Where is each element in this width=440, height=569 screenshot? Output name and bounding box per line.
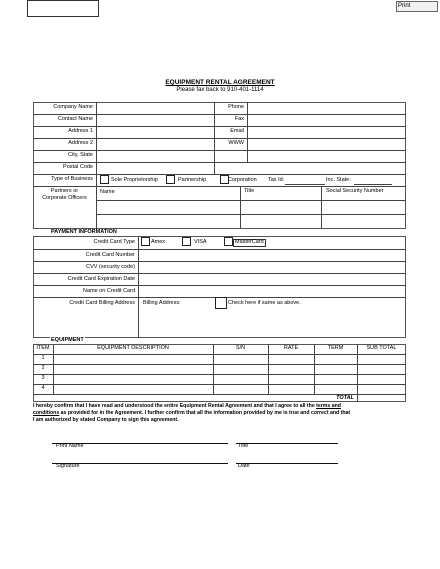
amex-label: Amex [151, 239, 166, 245]
email-field[interactable] [248, 127, 405, 137]
equipment-header-sn: S/N [235, 345, 246, 351]
visa-label: VISA [194, 239, 207, 245]
label-phone: Phone [228, 104, 244, 110]
officer-name-field[interactable] [98, 201, 239, 213]
confirm-line-3: I am authorized by stated Company to sign this agreement. [33, 417, 179, 423]
label-postal-code: Postal Code [63, 164, 93, 170]
equipment-item-4: 4 [41, 385, 45, 391]
officer-name-header: Name [100, 189, 115, 195]
officer-ssn-field[interactable] [322, 201, 405, 213]
label-address-1: Address 1 [68, 128, 93, 134]
city-state-field[interactable] [97, 151, 213, 161]
equipment-item-3: 3 [41, 375, 45, 381]
officer-ssn-header: Social Security Number [326, 188, 384, 194]
inc-state-field[interactable] [354, 184, 392, 185]
equipment-header-term: TERM [327, 345, 344, 351]
confirm-line-1 [33, 403, 341, 410]
label-contact-name: Contact Name [57, 116, 93, 122]
payment-section-title: PAYMENT INFORMATION [51, 229, 117, 235]
equipment-header-item: ITEM [36, 345, 50, 351]
partnership-checkbox[interactable] [166, 175, 175, 184]
officer-title-header: Title [244, 188, 255, 194]
same-as-above-checkbox[interactable] [215, 297, 227, 309]
equipment-total-label: TOTAL [336, 395, 354, 401]
title-label: Title [238, 443, 249, 449]
page-title: EQUIPMENT RENTAL AGREEMENT [165, 79, 275, 86]
sole-proprietorship-label: Sole Proprietorship [111, 177, 158, 183]
terms-link[interactable]: terms and [316, 403, 341, 409]
equipment-item-2: 2 [41, 365, 45, 371]
label-expiration: Credit Card Expiration Date [67, 276, 135, 282]
corporation-label: Corporation [228, 177, 257, 183]
top-field-box[interactable] [27, 0, 99, 17]
same-as-above-label: Check here if same as above. [228, 300, 301, 306]
equipment-section-title: EQUIPMENT [51, 337, 84, 343]
www-field[interactable] [248, 139, 405, 149]
cvv-field[interactable] [139, 262, 405, 272]
card-number-field[interactable] [139, 250, 405, 260]
label-type-of-business: Type of Business [51, 176, 93, 182]
mastercard-label: MasterCard [235, 239, 264, 245]
equipment-header-subtotal: SUB TOTAL [366, 345, 397, 351]
postal-code-field[interactable] [97, 163, 213, 173]
billing-address-label: Billing Address: [143, 300, 181, 306]
confirm-line-2 [33, 410, 350, 417]
label-name-on-card: Name on Credit Card [83, 288, 135, 294]
expiration-field[interactable] [139, 274, 405, 284]
label-card-number: Credit Card Number [85, 252, 135, 258]
billing-address-field[interactable] [139, 310, 405, 336]
label-fax: Fax [234, 116, 244, 122]
visa-checkbox[interactable] [182, 237, 191, 246]
signature-label: Signature [56, 463, 80, 469]
contact-name-field[interactable] [97, 115, 213, 125]
confirm-text-2: as provided for in the Agreement. I further confirm that all the information provided by me is true and correct and that [59, 410, 351, 416]
inc-state-label: Inc. State: [326, 177, 351, 183]
equipment-item-1: 1 [41, 355, 45, 361]
amex-checkbox[interactable] [141, 237, 150, 246]
title-line[interactable] [236, 443, 338, 444]
equipment-row-1[interactable] [54, 355, 405, 364]
address-1-field[interactable] [97, 127, 213, 137]
label-card-type: Credit Card Type [93, 239, 135, 245]
print-button-label: Print [398, 3, 411, 9]
equipment-row-4[interactable] [54, 385, 405, 394]
partnership-label: Partnership [178, 177, 207, 183]
tax-id-label: Tax Id: [268, 177, 285, 183]
equipment-row-2[interactable] [54, 365, 405, 374]
address-2-field[interactable] [97, 139, 213, 149]
name-on-card-field[interactable] [139, 286, 405, 296]
mastercard-checkbox[interactable] [224, 237, 233, 246]
equipment-header-rate: RATE [283, 345, 299, 351]
officer-title-field[interactable] [241, 201, 320, 213]
label-cvv: CVV (security code) [86, 264, 135, 270]
print-button[interactable] [396, 1, 438, 12]
fax-field[interactable] [248, 115, 405, 125]
page-subtitle: Please fax back to 910-401-1114 [176, 87, 264, 93]
sole-proprietorship-checkbox[interactable] [100, 175, 109, 184]
conditions-link[interactable]: conditions [33, 410, 60, 416]
equipment-row-3[interactable] [54, 375, 405, 384]
label-www: WWW [228, 140, 244, 146]
label-billing-address: Credit Card Billing Address [69, 300, 135, 306]
confirm-text-1: I hereby confirm that I have read and understood the entire Equipment Rental Agreement and that I agree to all the [33, 403, 317, 409]
label-company-name: Company Name [53, 104, 93, 110]
label-email: Email [230, 128, 244, 134]
equipment-total-field[interactable] [358, 395, 405, 401]
label-address-2: Address 2 [68, 140, 93, 146]
phone-field[interactable] [248, 103, 405, 113]
label-corporate-officers: Corporate Officers [42, 195, 87, 201]
label-city-state: City, State [68, 152, 93, 158]
print-name-label: Print Name [56, 443, 84, 449]
label-partners-or: Partners or [50, 188, 79, 194]
date-label: Date [238, 463, 250, 469]
date-line[interactable] [236, 463, 338, 464]
company-name-field[interactable] [97, 103, 213, 113]
tax-id-field[interactable] [285, 184, 325, 185]
equipment-header-description: EQUIPMENT DESCRIPTION [97, 345, 169, 351]
